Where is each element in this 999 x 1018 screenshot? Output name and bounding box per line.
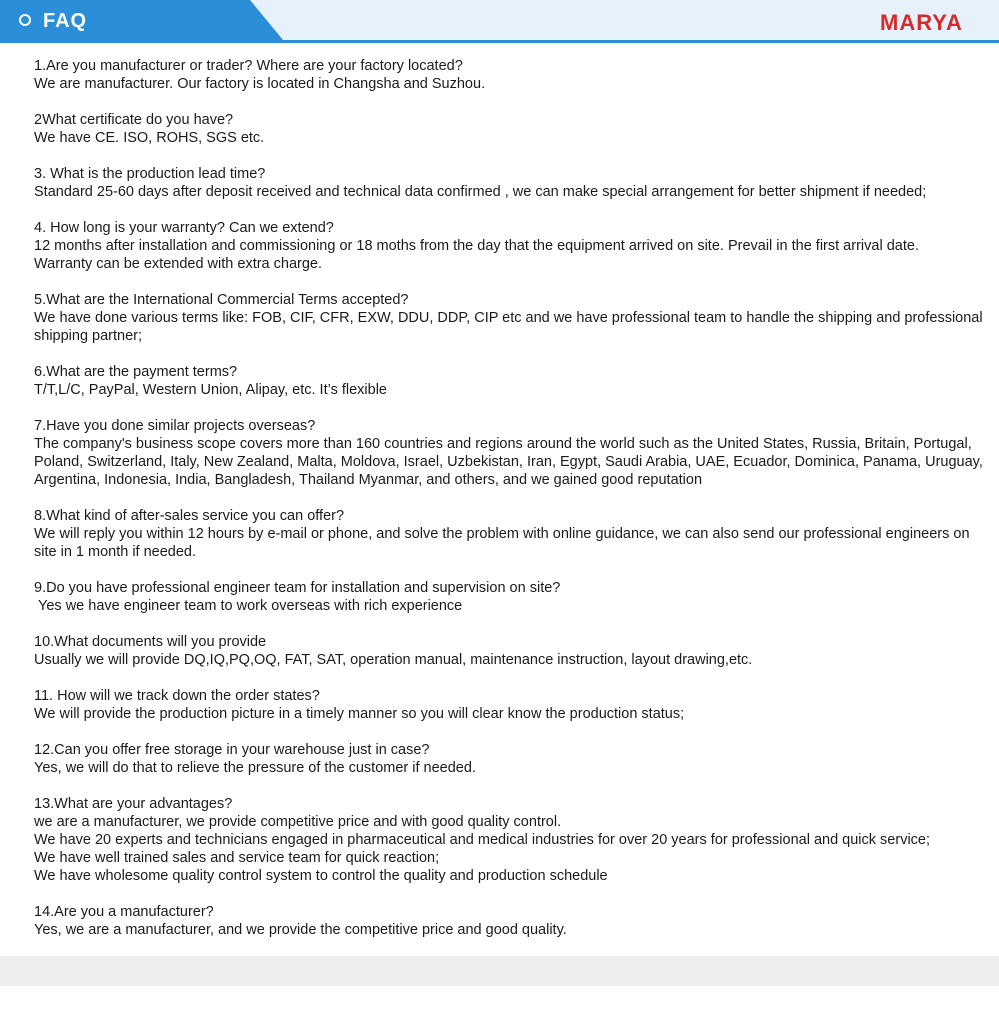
faq-item xyxy=(34,507,989,561)
faq-question: 4. How long is your warranty? Can we extend? xyxy=(34,220,334,236)
faq-answer-line: Usually we will provide DQ,IQ,PQ,OQ, FAT, SAT, operation manual, maintenance instruction, layout drawing,etc. xyxy=(34,652,753,668)
faq-answer-line: We have 20 experts and technicians engaged in pharmaceutical and medical industries for over 20 years for professional and quick service; xyxy=(34,832,931,848)
faq-item xyxy=(34,219,989,273)
faq-answer-line: We will reply you within 12 hours by e-mail or phone, and solve the problem with online guidance, we can also send our professional engineers on site in 1 month if needed. xyxy=(34,526,974,560)
faq-answer-line: Yes, we are a manufacturer, and we provide the competitive price and good quality. xyxy=(34,922,567,938)
faq-question: 3. What is the production lead time? xyxy=(34,166,266,182)
faq-answer-line: We have CE. ISO, ROHS, SGS etc. xyxy=(34,130,265,146)
faq-answer-line: We have done various terms like: FOB, CIF, CFR, EXW, DDU, DDP, CIP etc and we have professional team to handle the shipping and professional shipping partner; xyxy=(34,310,987,344)
faq-question: 1.Are you manufacturer or trader? Where are your factory located? xyxy=(34,58,463,74)
faq-answer-line: 12 months after installation and commissioning or 18 moths from the day that the equipment arrived on site. Prevail in the first arrival date. xyxy=(34,238,919,254)
faq-item xyxy=(34,363,989,399)
faq-question: 8.What kind of after-sales service you can offer? xyxy=(34,508,345,524)
circle-icon xyxy=(19,14,31,26)
faq-item xyxy=(34,633,989,669)
faq-question: 6.What are the payment terms? xyxy=(34,364,238,380)
faq-list xyxy=(34,57,989,957)
faq-answer-line: We are manufacturer. Our factory is located in Changsha and Suzhou. xyxy=(34,76,486,92)
faq-question: 12.Can you offer free storage in your warehouse just in case? xyxy=(34,742,430,758)
faq-answer-line: The company's business scope covers more than 160 countries and regions around the world such as the United States, Russia, Britain, Portugal, Poland, Switzerland, Italy, New Zealand, Malta, Moldova, Israel, Uzbekistan, Iran, Egypt, Saudi Arabia, UAE, Ecuador, Dominica, Panama, Uruguay, Argentina, Indonesia, India, Bangladesh, Thailand Myanmar, and others, and we gained good reputation xyxy=(34,436,987,488)
faq-item xyxy=(34,291,989,345)
faq-item xyxy=(34,687,989,723)
faq-question: 11. How will we track down the order states? xyxy=(34,688,320,704)
faq-item xyxy=(34,165,989,201)
header-blue-banner xyxy=(0,0,999,40)
faq-question: 10.What documents will you provide xyxy=(34,634,267,650)
faq-question: 13.What are your advantages? xyxy=(34,796,233,812)
faq-question: 2What certificate do you have? xyxy=(34,112,234,128)
faq-answer-line: We have wholesome quality control system to control the quality and production schedule xyxy=(34,868,608,884)
brand-logo: MARYA xyxy=(880,10,963,35)
faq-question: 14.Are you a manufacturer? xyxy=(34,904,214,920)
faq-question: 7.Have you done similar projects overseas? xyxy=(34,418,316,434)
faq-item xyxy=(34,417,989,489)
page-title: FAQ xyxy=(43,10,88,32)
faq-question: 9.Do you have professional engineer team for installation and supervision on site? xyxy=(34,580,561,596)
header-divider xyxy=(0,40,999,43)
faq-answer-line: Yes, we will do that to relieve the pressure of the customer if needed. xyxy=(34,760,476,776)
faq-answer-line: T/T,L/C, PayPal, Western Union, Alipay, etc. It’s flexible xyxy=(34,382,387,398)
faq-item xyxy=(34,579,989,615)
faq-item xyxy=(34,795,989,885)
faq-question: 5.What are the International Commercial Terms accepted? xyxy=(34,292,409,308)
faq-answer-line: Standard 25-60 days after deposit received and technical data confirmed , we can make special arrangement for better shipment if needed; xyxy=(34,184,927,200)
faq-answer-line: We have well trained sales and service team for quick reaction; xyxy=(34,850,440,866)
faq-answer-line: We will provide the production picture in a timely manner so you will clear know the production status; xyxy=(34,706,685,722)
faq-item xyxy=(34,57,989,93)
faq-item xyxy=(34,903,989,939)
faq-item xyxy=(34,741,989,777)
faq-answer-line: Warranty can be extended with extra charge. xyxy=(34,256,323,272)
faq-answer-line: we are a manufacturer, we provide competitive price and with good quality control. xyxy=(34,814,562,830)
footer-band xyxy=(0,956,999,986)
faq-answer-line: Yes we have engineer team to work overseas with rich experience xyxy=(34,598,463,614)
faq-item xyxy=(34,111,989,147)
header-bar xyxy=(0,0,999,40)
